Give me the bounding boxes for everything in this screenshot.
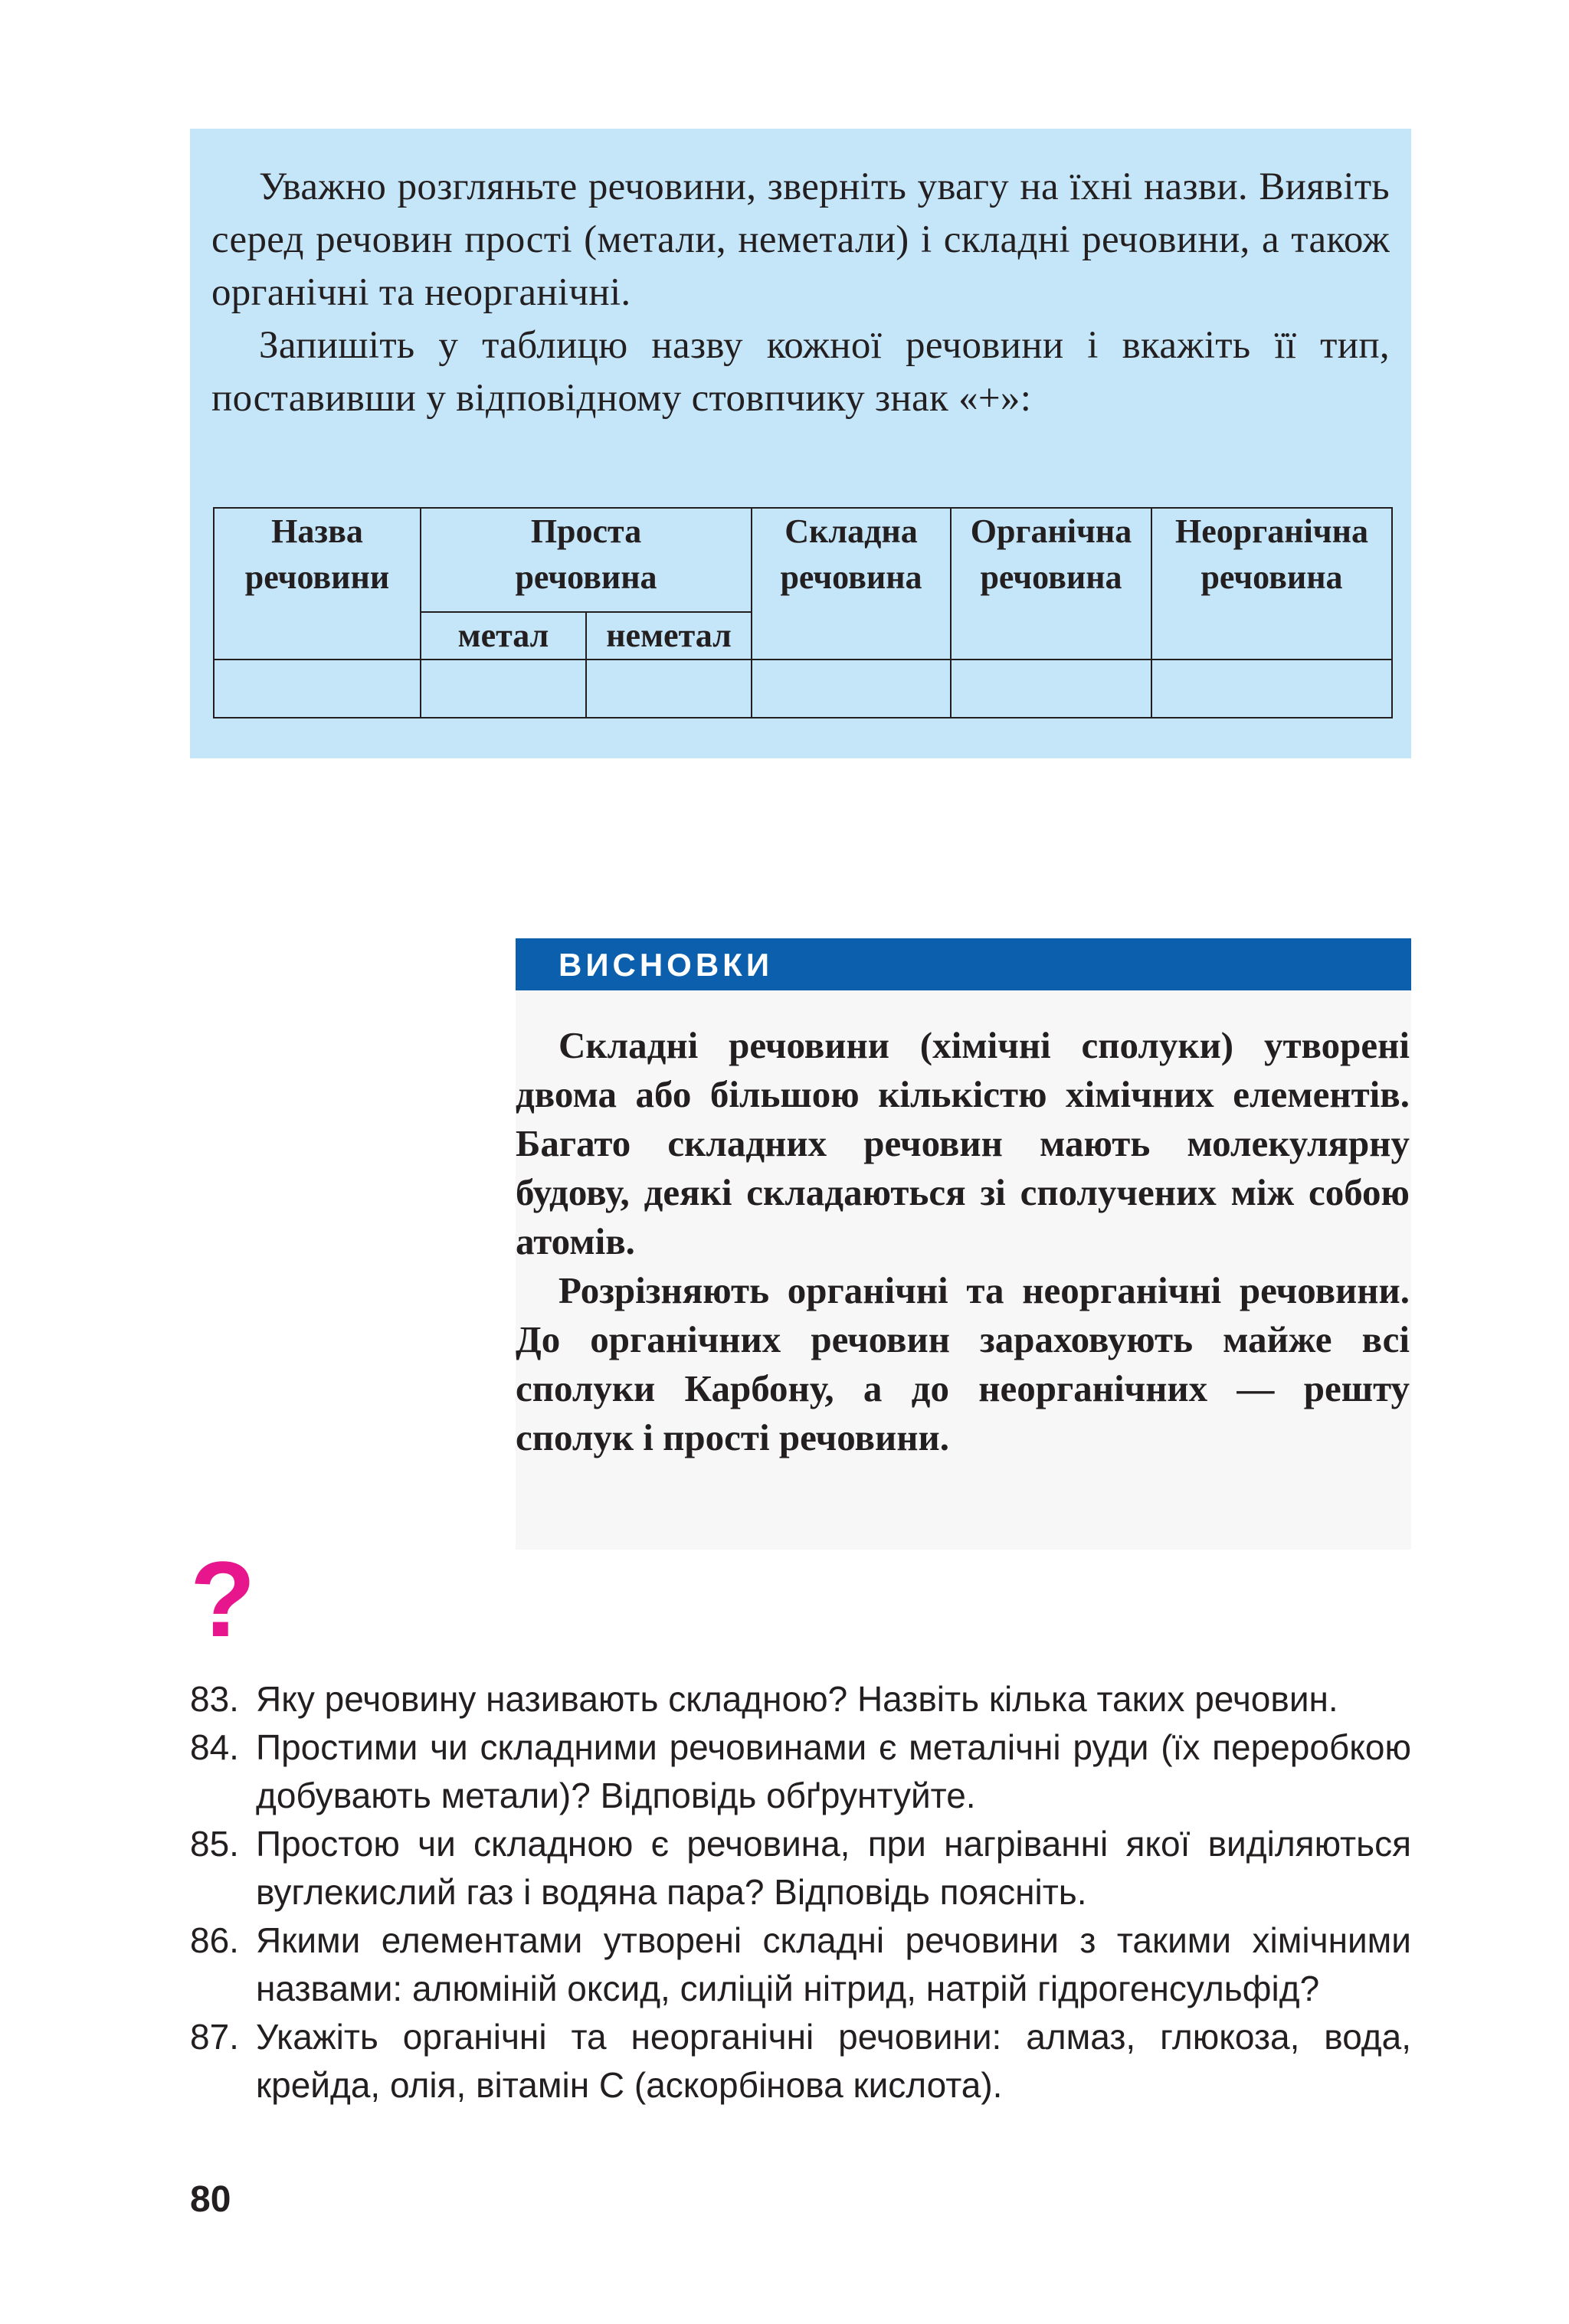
list-item: [190, 1675, 1411, 1723]
col-header-simple: Проста речовина: [421, 508, 752, 612]
task-box: [190, 129, 1411, 758]
conclusions-text: [516, 1021, 1410, 1462]
table-cell: [752, 660, 951, 718]
question-number: 85.: [190, 1824, 239, 1864]
task-paragraph-2: Запишіть у таблицю назву кожної речовини і вкажіть її тип, поставивши у відповідному стовпчику знак «+»:: [211, 324, 1390, 420]
col-header-name: Назва речовини: [214, 508, 421, 660]
table-cell: [951, 660, 1151, 718]
table-cell: [1151, 660, 1392, 718]
question-number: 84.: [190, 1727, 239, 1767]
table-cell: [586, 660, 752, 718]
conclusions-header: ВИСНОВКИ: [516, 938, 1411, 990]
question-number: 83.: [190, 1679, 239, 1719]
conclusions-paragraph-1: Складні речовини (хімічні сполуки) утворені двома або більшою кількістю хімічних елементів. Багато складних речовин мають молекулярну будову, деякі складаються зі сполучених між собою атомів.: [516, 1024, 1410, 1262]
list-item: [190, 1820, 1411, 1916]
col-header-organic: Органічна речовина: [951, 508, 1151, 660]
table-cell: [214, 660, 421, 718]
question-text: Простою чи складною є речовина, при нагріванні якої виділяються вуглекислий газ і водяна пара? Відповідь поясніть.: [256, 1824, 1411, 1912]
list-item: [190, 1916, 1411, 2013]
questions-list: [190, 1675, 1411, 2110]
question-text: Укажіть органічні та неорганічні речовини: алмаз, глюкоза, вода, крейда, олія, вітамін С (аскорбінова кислота).: [256, 2017, 1411, 2105]
col-header-nonmetal: неметал: [586, 612, 752, 660]
question-text: Якими елементами утворені складні речовини з такими хімічними назвами: алюміній оксид, силіцій нітрид, натрій гідрогенсульфід?: [256, 1920, 1411, 2008]
substances-table: [213, 507, 1393, 718]
question-number: 86.: [190, 1920, 239, 1960]
col-header-complex: Складна речовина: [752, 508, 951, 660]
table-cell: [421, 660, 586, 718]
task-paragraph-1: Уважно розгляньте речовини, зверніть увагу на їхні назви. Виявіть серед речовин прості (метали, неметали) і складні речовини, а також органічні та неорганічні.: [211, 165, 1390, 314]
page-number: 80: [190, 2179, 231, 2220]
task-text: [211, 161, 1390, 425]
list-item: [190, 2013, 1411, 2110]
question-mark-icon: ?: [190, 1539, 256, 1659]
table-row: [214, 660, 1392, 718]
question-text: Яку речовину називають складною? Назвіть кілька таких речовин.: [256, 1679, 1338, 1719]
question-number: 87.: [190, 2017, 239, 2057]
col-header-inorganic: Неорганічна речовина: [1151, 508, 1392, 660]
col-header-metal: метал: [421, 612, 586, 660]
conclusions-paragraph-2: Розрізняють органічні та неорганічні речовини. До органічних речовин зараховують майже всі сполуки Карбону, а до неорганічних — решту сполук і прості речовини.: [516, 1269, 1410, 1458]
list-item: [190, 1723, 1411, 1820]
question-text: Простими чи складними речовинами є металічні руди (їх переробкою добувають метали)? Відповідь обґрунтуйте.: [256, 1727, 1411, 1815]
conclusions-box: [516, 990, 1411, 1550]
